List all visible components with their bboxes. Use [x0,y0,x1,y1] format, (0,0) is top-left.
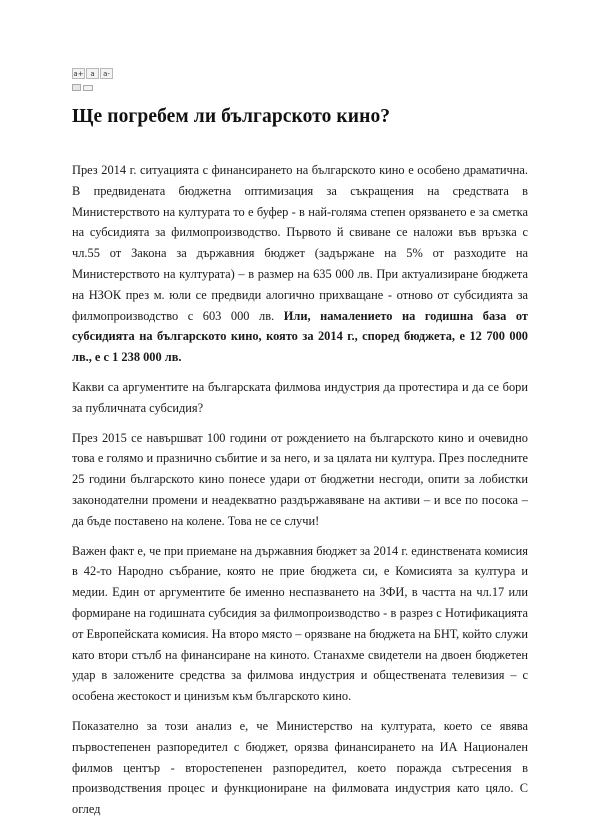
article-title: Ще погребем ли българското кино? [72,106,391,127]
paragraph: Важен факт е, че при приемане на държавния бюджет за 2014 г. единствената комисия в 42-то Народно събрание, която не прие бюджета си, е Комисията за култура и медии. Един от аргументите бе именно неспазването на ЗФИ, в частта на чл.17 или формиране на годишната субсидия за филмопроизводство - в разрез с Нотификацията от Европейската комисия. На второ място – орязване на бюджета на БНТ, който служи като втори стълб на финансиране на киното. Станахме свидетели на двоен бюджетен удар в заложените средства за филмова индустрия и обществената телевизия – с особена жестокост и цинизъм към българското кино. [72,543,528,704]
article-body [72,160,528,829]
paragraph-bold-text: Или, намалението на годишна база от субсидията на българското кино, която за 2014 г., според бюджета, е 12 700 000 лв., е с 1 238 000 лв. [72,308,528,365]
paragraph: Показателно за този анализ е, че Министерство на културата, което се явява първостепенен разпоредител с бюджет, орязва финансирането на ИА Национален филмов център - второстепенен разпоредител, което поражда сътресения в производствения процес и функциониране на филмовата индустрия като цяло. С оглед [72,718,528,817]
paragraph-text: През 2014 г. ситуацията с финансирането на българското кино е особено драматична. В предвидената бюджетна оптимизация за съкращения на средствата в Министерството на културата то е буфер - в най-голяма степен орязването е за сметка на субсидията за филмопроизводство. Първото й свиване се наложи във връзка с чл.55 от Закона за държавния бюджет (задържане на 5% от разходите на Министерството на културата) – в размер на 635 000 лв. При актуализиране бюджета на НЗОК през м. юли се предвиди алогично прихващане - отново от субсидията за филмопроизводство с 603 000 лв. [72,163,528,323]
paragraph: През 2015 се навършват 100 години от рождението на българското кино и очевидно това е голямо и празнично събитие и за него, и за цялата ни култура. През последните 25 години българското кино понесе удари от бюджетни несгоди, опити за лобистки законодателни промени и неадекватно раздържавяване на активи – и все по посока – да бъде поставено на колене. Това не се случи! [72,430,528,528]
email-icon[interactable] [83,85,93,91]
print-icon[interactable] [72,84,81,91]
utility-icons [72,84,93,91]
paragraph [72,160,528,368]
font-size-toolbar [72,68,113,79]
font-decrease-button[interactable]: a- [100,68,113,79]
font-increase-button[interactable]: a+ [73,70,84,78]
font-reset-button[interactable]: a [86,68,99,79]
paragraph: Какви са аргументите на българската филмова индустрия да протестира и да се бори за публичната субсидия? [72,379,528,415]
